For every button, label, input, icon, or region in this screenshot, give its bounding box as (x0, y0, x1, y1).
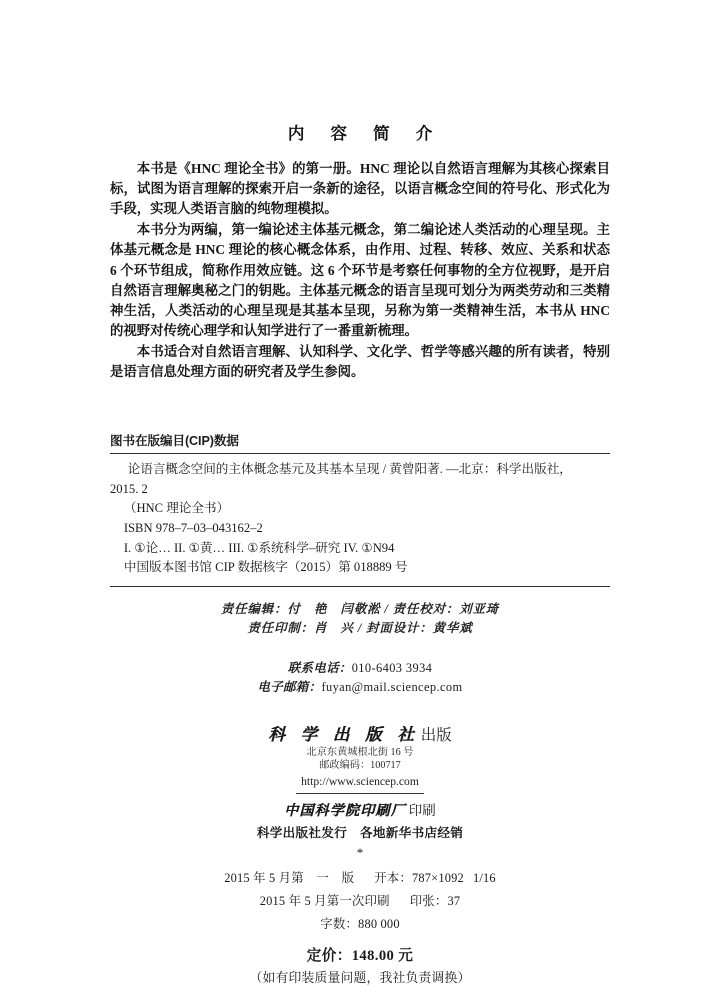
imprint-divider (296, 793, 424, 794)
contact-phone-value: 010-6403 3934 (351, 660, 433, 675)
print-date: 2015 年 5 月第一次印刷 (259, 893, 390, 908)
imprint-section (110, 724, 610, 861)
edition-row (110, 867, 610, 890)
wordcount-label: 字数： (320, 916, 359, 931)
format-label: 开本：787×1092 (374, 870, 464, 885)
publisher-logo: 科 学 出 版 社 (268, 724, 419, 744)
printing-row (110, 890, 610, 913)
abstract-body (110, 159, 610, 382)
contact-email-label: 电子邮箱： (257, 680, 322, 695)
printer-line (110, 801, 610, 821)
contact-email-row (110, 678, 610, 698)
cip-title-line-continued: 2015. 2 (110, 481, 148, 496)
distribution-line: 科学出版社发行 各地新华书店经销 (256, 825, 464, 840)
publisher-postcode: 邮政编码：100717 (319, 760, 401, 772)
price-row (110, 945, 610, 967)
abstract-paragraph-3: 本书适合对自然语言理解、认知科学、文化学、哲学等感兴趣的所有读者，特别是语言信息处理方面的研究者及学生参阅。 (110, 343, 610, 380)
format-value: 1/16 (472, 870, 496, 885)
credits-production: 责任印制：肖 兴 / 封面设计：黄华斌 (247, 620, 473, 635)
publisher-address: 北京东黄城根北街 16 号 (306, 746, 414, 758)
cip-classification: I. ①论… II. ①黄… III. ①系统科学–研究 IV. ①N94 (123, 540, 395, 555)
credits-section (110, 600, 610, 638)
wordcount-row (110, 913, 610, 936)
cip-body (110, 454, 610, 578)
price-section (110, 945, 610, 989)
cip-section (110, 430, 610, 587)
abstract-title: 内 容 简 介 (287, 124, 444, 143)
cip-isbn: ISBN 978–7–03–043162–2 (123, 521, 263, 536)
contact-phone-label: 联系电话： (287, 660, 352, 675)
publisher-line (110, 724, 610, 746)
publisher-suffix: 出版 (420, 726, 452, 744)
price-value: 148.00 元 (351, 947, 414, 964)
contact-email-value: fuyan@mail.sciencep.com (321, 680, 463, 695)
price-note: （如有印装质量问题，我社负责调换） (249, 970, 471, 985)
publisher-url: http://www.sciencep.com (301, 774, 419, 788)
abstract-paragraph-2: 本书分为两编，第一编论述主体基元概念，第二编论述人类活动的心理呈现。主体基元概念是 HNC 理论的核心概念体系，由作用、过程、转移、效应、关系和状态 6 个环节组成，简称作用效应链。这 6 个环节是考察任何事物的全方位视野，是开启自然语言理解奥秘之门的钥匙。主体基元概念的语言呈现可划分为两类劳动和三类精神生活，人类活动的心理呈现是其基本呈现，另称为第一类精神生活，本书从 HNC 的视野对传统心理学和认知学进行了一番重新梳理。 (110, 222, 610, 339)
contact-phone-row (110, 659, 610, 679)
sheets-label: 印张： (409, 893, 448, 908)
price-label: 定价： (306, 947, 352, 964)
edition-date: 2015 年 5 月第 一 版 (224, 870, 355, 885)
sheets-value: 37 (447, 893, 461, 908)
credits-editors: 责任编辑：付 艳 闫敬淞 / 责任校对：刘亚琦 (220, 601, 500, 616)
cip-rule-bottom (110, 586, 610, 587)
abstract-paragraph-1: 本书是《HNC 理论全书》的第一册。HNC 理论以自然语言理解为其核心探索目标，试图为语言理解的探索开启一条新的途径，以语言概念空间的符号化、形式化为手段，实现人类语言脑的纯物理模拟。 (110, 161, 610, 217)
printer-logo: 中国科学院印刷厂 (284, 802, 406, 819)
asterisk-separator: * (356, 844, 364, 860)
abstract-section (110, 120, 610, 382)
contact-section (110, 659, 610, 698)
cip-number: 中国版本图书馆 CIP 数据核字（2015）第 018889 号 (123, 560, 408, 575)
wordcount-value: 880 000 (358, 916, 400, 931)
print-facts-section (110, 867, 610, 936)
cip-title-line: 论语言概念空间的主体概念基元及其基本呈现 / 黄曾阳著. —北京：科学出版社， (127, 462, 572, 477)
cip-series: （HNC 理论全书） (123, 501, 230, 516)
printer-suffix: 印刷 (408, 802, 436, 818)
cip-heading: 图书在版编目(CIP)数据 (110, 434, 239, 449)
